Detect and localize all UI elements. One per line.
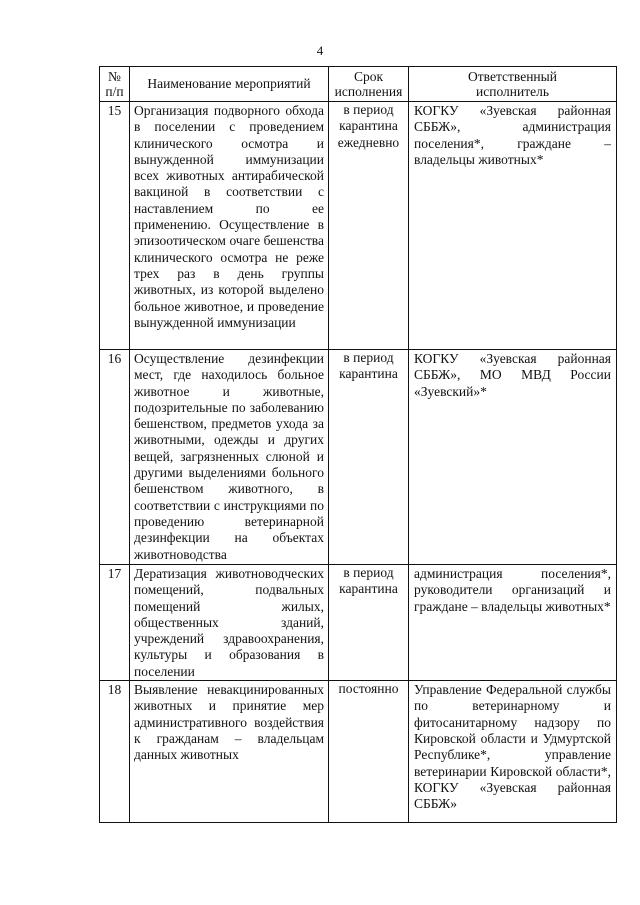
table-row (100, 681, 617, 823)
measure-responsible: КОГКУ «Зуевская районная СББЖ», администрация поселения*, граждане – владельцы животных* (409, 102, 617, 350)
table-header-row (100, 67, 617, 102)
page-number: 4 (316, 43, 324, 58)
row-number: 17 (100, 565, 130, 681)
measure-responsible: КОГКУ «Зуевская районная СББЖ», МО МВД России «Зуевский»* (409, 350, 617, 565)
header-term: Срок исполнения (329, 67, 409, 102)
header-responsible: Ответственный исполнитель (409, 67, 617, 102)
measure-name: Дератизация животноводческих помещений, подвальных помещений жилых, общественных зданий, учреждений здравоохранения, культуры и образования в поселении (130, 565, 329, 681)
measures-table (99, 66, 617, 823)
row-number: 18 (100, 681, 130, 823)
measure-responsible: Управление Федеральной службы по ветеринарному и фитосанитарному надзору по Кировской области и Удмуртской Республике*, управление ветеринарии Кировской области*, КОГКУ «Зуевская районная СББЖ» (409, 681, 617, 823)
measure-term: в период карантина ежедневно (329, 102, 409, 350)
measure-term: постоянно (329, 681, 409, 823)
header-measure-name: Наименование мероприятий (130, 67, 329, 102)
table-row (100, 350, 617, 565)
measure-term: в период карантина (329, 565, 409, 681)
table-row (100, 102, 617, 350)
measure-name: Организация подворного обхода в поселении с проведением клинического осмотра и вынужденной иммунизации всех животных антирабической вакциной в соответствии с наставлением по ее применению. Осуществление в эпизоотическом очаге бешенства клинического осмотра не реже трех раз в день группы животных, из которой выделено больное животное, и проведение вынужденной иммунизации (130, 102, 329, 350)
row-number: 15 (100, 102, 130, 350)
measure-responsible: администрация поселения*, руководители организаций и граждане – владельцы животных* (409, 565, 617, 681)
measure-name: Осуществление дезинфекции мест, где находилось больное животное и животные, подозрительные по заболеванию бешенством, предметов ухода за животными, одежды и других вещей, загрязненных слюной и другими выделениями больного бешенством животного, в соответствии с инструкциями по проведению ветеринарной дезинфекции на объектах животноводства (130, 350, 329, 565)
measure-term: в период карантина (329, 350, 409, 565)
measure-name: Выявление невакцинированных животных и принятие мер административного воздействия к гражданам – владельцам данных животных (130, 681, 329, 823)
header-number: № п/п (100, 67, 130, 102)
table-row (100, 565, 617, 681)
row-number: 16 (100, 350, 130, 565)
